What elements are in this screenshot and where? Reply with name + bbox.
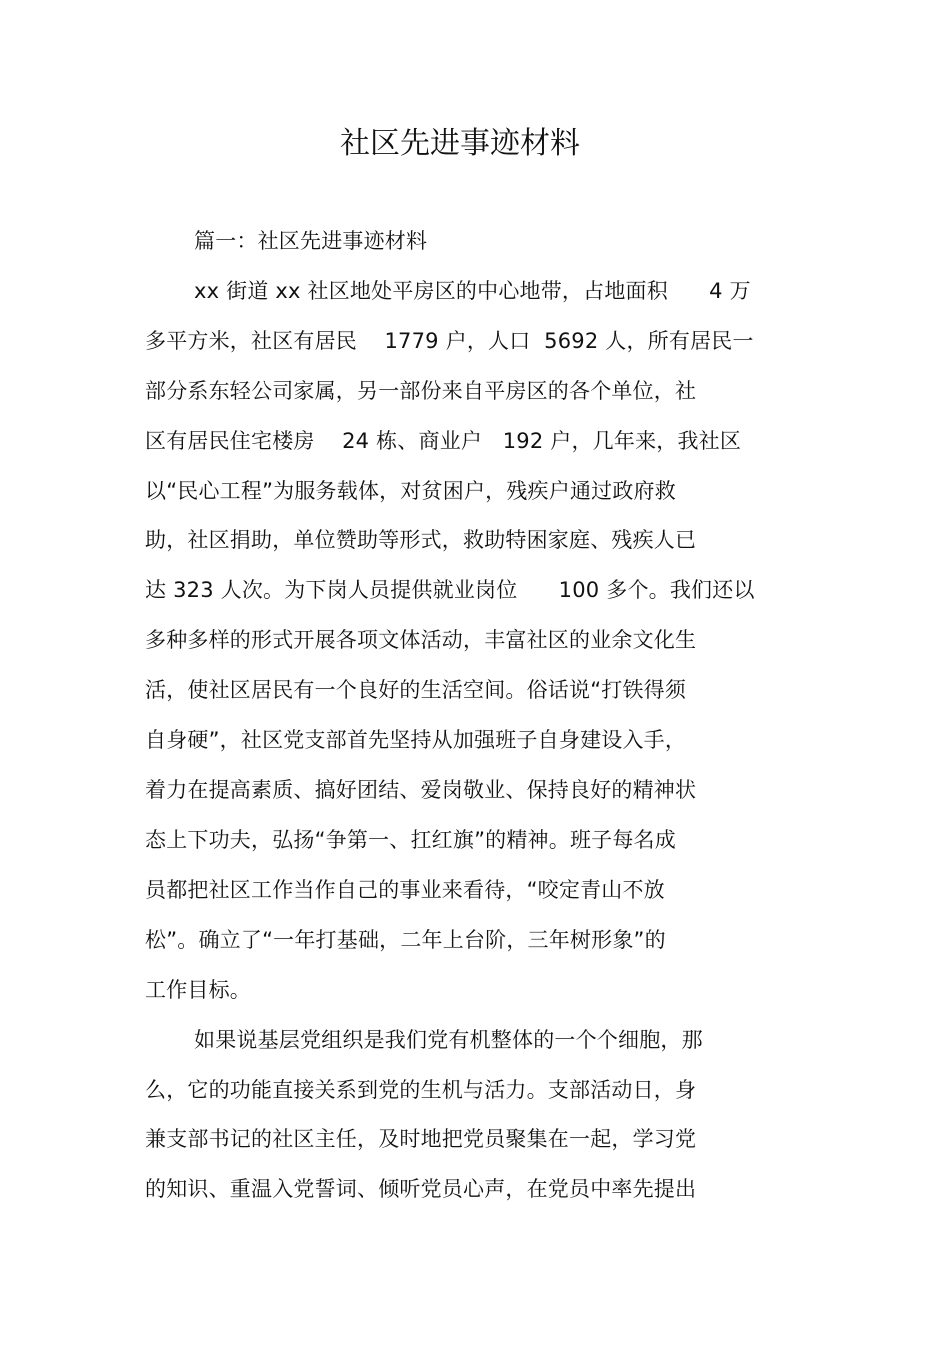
paragraph-line: 松”。确立了“一年打基础，二年上台阶，三年树形象”的 — [145, 928, 666, 952]
paragraph-line: 兼支部书记的社区主任，及时地把党员聚集在一起，学习党 — [145, 1127, 697, 1151]
paragraph-line: 部分系东轻公司家属，另一部份来自平房区的各个单位，社 — [145, 379, 697, 403]
paragraph-line: 的知识、重温入党誓词、倾听党员心声，在党员中率先提出 — [145, 1177, 697, 1201]
paragraph-line: 如果说基层党组织是我们党有机整体的一个个细胞，那 — [194, 1028, 703, 1052]
paragraph-line: 达 323 人次。为下岗人员提供就业岗位 100 多个。我们还以 — [145, 578, 755, 602]
paragraph-line: 以“民心工程”为服务载体，对贫困户，残疾户通过政府救 — [145, 479, 676, 503]
paragraph-line: 工作目标。 — [145, 978, 251, 1002]
paragraph-line: 自身硬”，社区党支部首先坚持从加强班子自身建设入手， — [145, 728, 687, 752]
paragraph-line: 多平方米，社区有居民 1779 户，人口 5692 人，所有居民一 — [145, 329, 754, 353]
paragraph-line: xx 街道 xx 社区地处平房区的中心地带，占地面积 4 万 — [194, 279, 751, 303]
document-title: 社区先进事迹材料 — [340, 126, 580, 161]
paragraph-line: 着力在提高素质、搞好团结、爱岗敬业、保持良好的精神状 — [145, 778, 697, 802]
paragraph-line: 区有居民住宅楼房 24 栋、商业户 192 户，几年来，我社区 — [145, 429, 742, 453]
paragraph-line: 多种多样的形式开展各项文体活动，丰富社区的业余文化生 — [145, 628, 697, 652]
section-heading: 篇一：社区先进事迹材料 — [194, 229, 428, 253]
paragraph-line: 员都把社区工作当作自己的事业来看待，“咬定青山不放 — [145, 878, 665, 902]
paragraph-line: 活，使社区居民有一个良好的生活空间。俗话说“打铁得须 — [145, 678, 687, 702]
paragraph-line: 助，社区捐助，单位赞助等形式，救助特困家庭、残疾人已 — [145, 528, 697, 552]
paragraph-line: 么，它的功能直接关系到党的生机与活力。支部活动日，身 — [145, 1078, 697, 1102]
paragraph-line: 态上下功夫，弘扬“争第一、扛红旗”的精神。班子每名成 — [145, 828, 676, 852]
